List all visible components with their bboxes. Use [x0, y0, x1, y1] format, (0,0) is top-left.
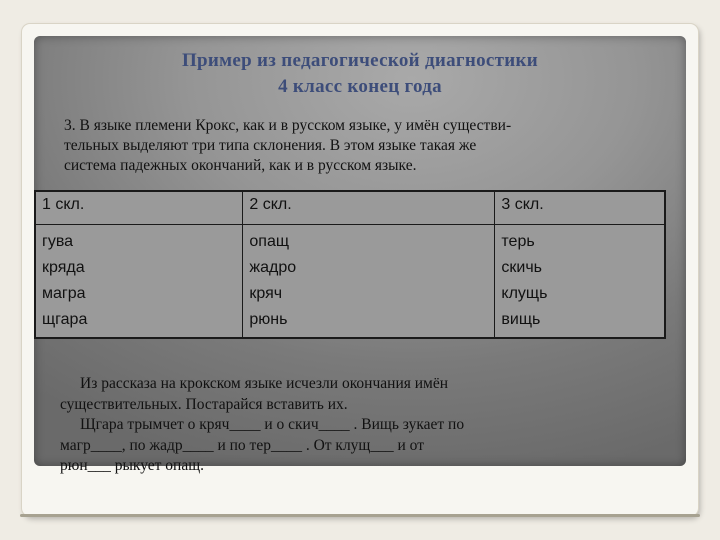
- task-line: 3. В языке племени Крокс, как и в русском языке, у имён существи-: [64, 117, 512, 134]
- slide-bottom-rule: [20, 514, 700, 517]
- word-cell: магра: [42, 285, 86, 302]
- story-line: Щгара трымчет о кряч____ и о скич____ . Вищь зукает по: [80, 416, 465, 433]
- story-line: магр____, по жадр____ и по тер____ . От клущ___ и от: [60, 436, 424, 454]
- word-cell: опащ: [249, 233, 290, 250]
- word-cell: терь: [501, 233, 535, 250]
- task-line: тельных выделяют три типа склонения. В этом языке такая же: [64, 137, 477, 154]
- word-cell: жадро: [249, 259, 297, 276]
- word-cell: вищь: [501, 311, 541, 328]
- header-declension-2: 2 скл.: [243, 191, 495, 225]
- story-line: существительных. Постарайся вставить их.: [60, 395, 348, 413]
- story-line: Из рассказа на крокском языке исчезли окончания имён: [80, 375, 449, 392]
- task-statement: [64, 116, 594, 176]
- word-cell: кряч: [249, 285, 283, 302]
- task-line: система падежных окончаний, как и в русском языке.: [64, 157, 417, 174]
- story-line: рюн___ рыкует опащ.: [60, 457, 205, 474]
- word-cell: гува: [42, 233, 74, 250]
- word-cell: клущь: [501, 285, 548, 302]
- word-cell: щгара: [42, 311, 88, 328]
- declension-table: [34, 190, 666, 339]
- table-row: [35, 225, 665, 339]
- column-declension-3: [495, 225, 665, 339]
- story-text: [60, 374, 600, 477]
- word-cell: рюнь: [249, 311, 288, 328]
- column-declension-2: [243, 225, 495, 339]
- table-header-row: [35, 191, 665, 225]
- header-declension-1: 1 скл.: [35, 191, 243, 225]
- column-declension-1: [35, 225, 243, 339]
- header-declension-3: 3 скл.: [495, 191, 665, 225]
- word-cell: скичь: [501, 259, 542, 276]
- word-cell: кряда: [42, 259, 85, 276]
- slide-title-line-2: 4 класс конец года: [278, 76, 442, 97]
- slide-title-line-1: Пример из педагогической диагностики: [181, 50, 539, 71]
